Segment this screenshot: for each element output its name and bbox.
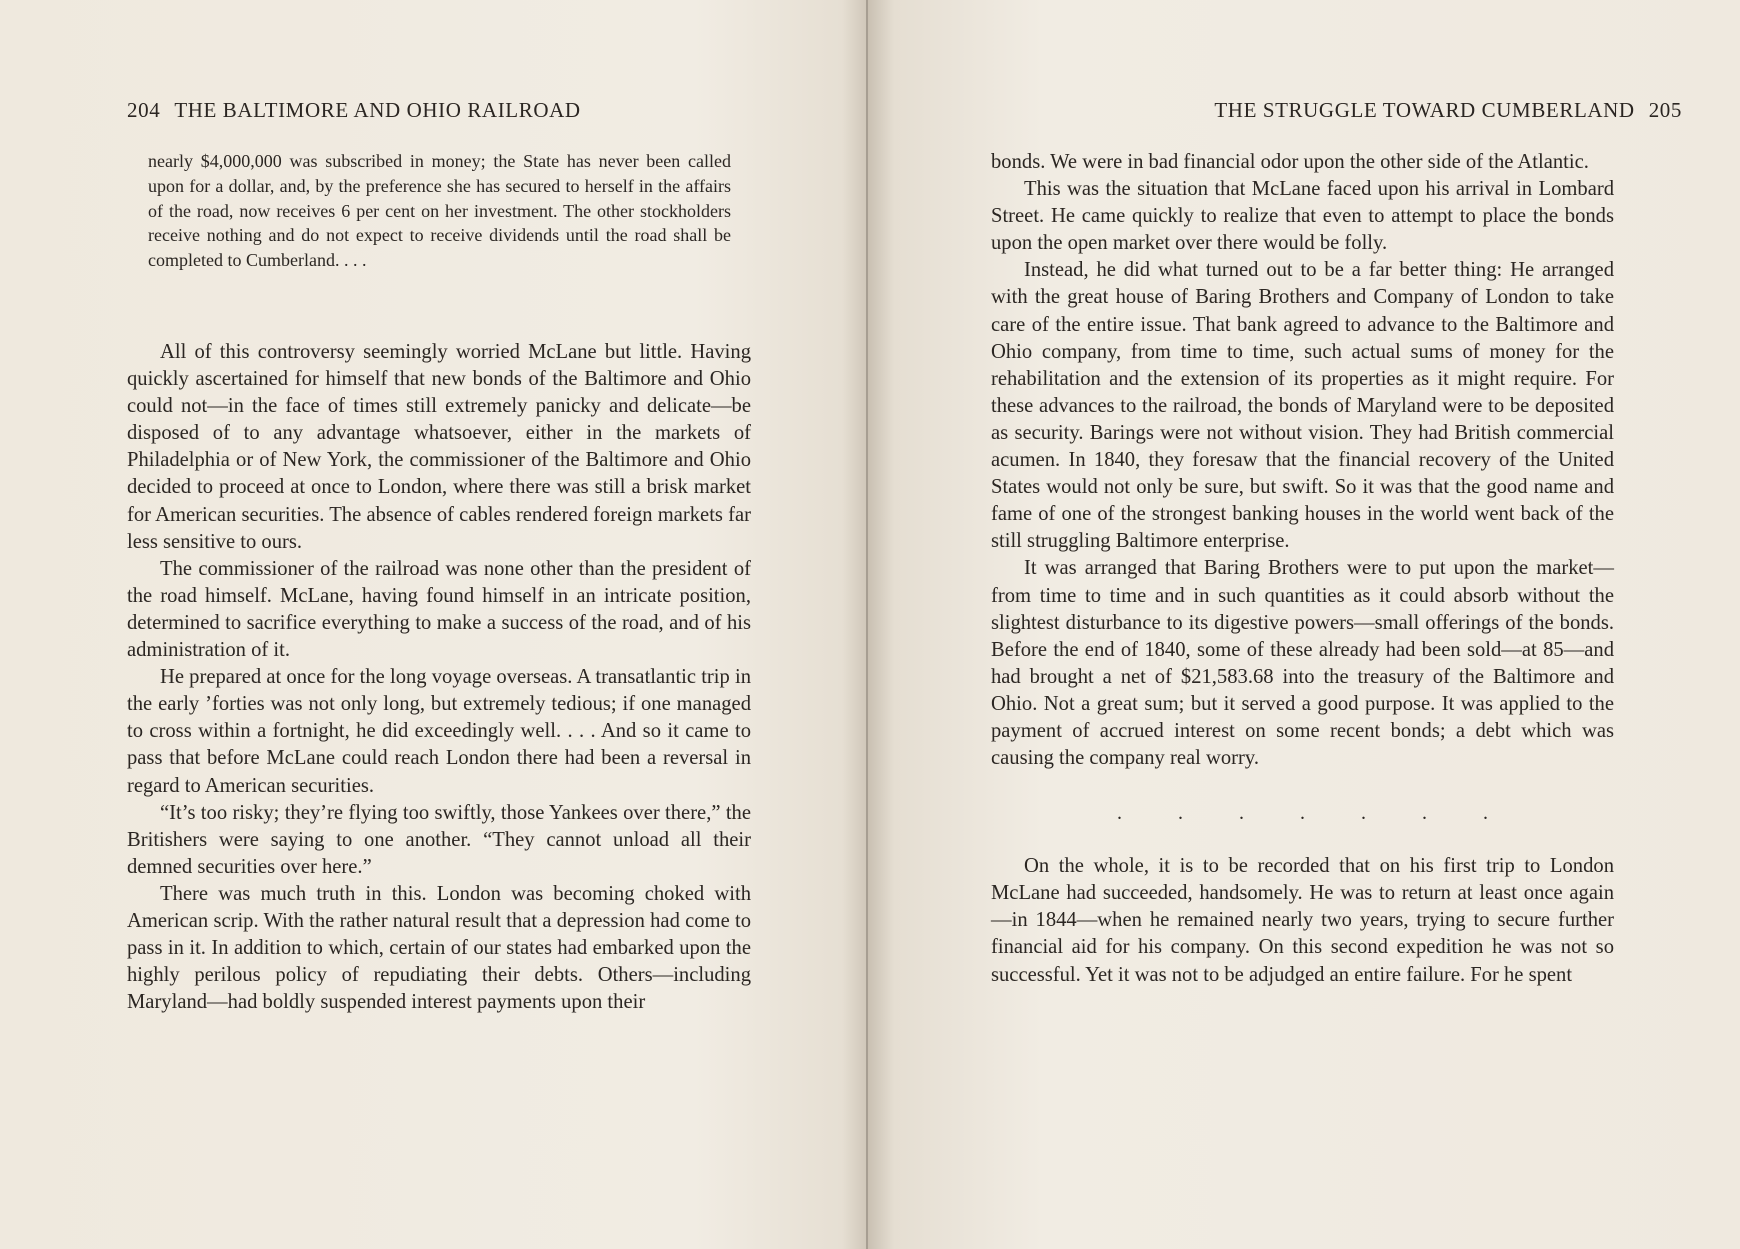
right-running-head	[1214, 98, 1682, 123]
left-page	[0, 0, 868, 1249]
block-quote	[148, 149, 731, 273]
right-running-title: THE STRUGGLE TOWARD CUMBERLAND	[1214, 98, 1635, 122]
quote-text: nearly $4,000,000 was subscribed in money; the State has never been called upon for a dollar, and, by the preference she has secured to herself in the affairs of the road, now receives 6 per cent on her investment. The other stockholders receive nothing and do not expect to receive dividends until the road shall be completed to Cumberland. . . .	[148, 151, 731, 271]
paragraph: He prepared at once for the long voyage overseas. A transatlantic trip in the early ’forties was not only long, but extremely tedious; if one managed to cross within a fortnight, he did exceedingly well. . . . And so it came to pass that before McLane could reach London there had been a reversal in regard to American securities.	[127, 666, 751, 797]
section-separator	[991, 800, 1614, 827]
right-body-text	[991, 149, 1614, 989]
separator-dot: .	[1300, 802, 1305, 825]
paragraph: It was arranged that Baring Brothers were to put upon the market—from time to time and in such quantities as it could absorb without the slightest disturbance to its digestive powers—small offerings of the bonds. Before the end of 1840, some of these already had been sold—at 85—and had brought a net of $21,583.68 into the treasury of the Baltimore and Ohio. Not a great sum; but it served a good purpose. It was applied to the payment of accrued interest on some recent bonds; a debt which was causing the company real worry.	[991, 557, 1614, 770]
separator-dot: .	[1422, 802, 1427, 825]
paragraph: This was the situation that McLane faced upon his arrival in Lombard Street. He came quickly to realize that even to attempt to place the bonds upon the open market over there would be folly.	[991, 178, 1614, 255]
left-body-text	[127, 339, 751, 1016]
paragraph: On the whole, it is to be recorded that on his first trip to London McLane had succeeded, handsomely. He was to return at least once again—in 1844—when he remained nearly two years, trying to secure further financial aid for his company. On this second expedition he was not so successful. Yet it was not to be adjudged an entire failure. For he spent	[991, 855, 1614, 986]
paragraph: “It’s too risky; they’re flying too swiftly, those Yankees over there,” the Britishers were saying to one another. “They cannot unload all their demned securities over here.”	[127, 801, 751, 878]
paragraph: All of this controversy seemingly worried McLane but little. Having quickly ascertained for himself that new bonds of the Baltimore and Ohio could not—in the face of times still extremely panicky and delicate—be disposed of to any advantage whatsoever, either in the markets of Philadelphia or of New York, the commissioner of the Baltimore and Ohio decided to proceed at once to London, where there was still a brisk market for American securities. The absence of cables rendered foreign markets far less sensitive to ours.	[127, 341, 751, 553]
left-running-head	[127, 98, 581, 123]
separator-dot: .	[1239, 802, 1244, 825]
left-page-number: 204	[127, 98, 161, 122]
separator-dot: .	[1178, 802, 1183, 825]
paragraph: There was much truth in this. London was becoming choked with American scrip. With the rather natural result that a depression had come to pass in it. In addition to which, certain of our states had embarked upon the highly perilous policy of repudiating their debts. Others—including Maryland—had boldly suspended interest payments upon their	[127, 882, 751, 1014]
left-running-title: THE BALTIMORE AND OHIO RAILROAD	[174, 98, 581, 122]
paragraph: bonds. We were in bad financial odor upon the other side of the Atlantic.	[991, 151, 1589, 173]
paragraph: The commissioner of the railroad was none other than the president of the road himself. McLane, having found himself in an intricate position, determined to sacrifice everything to make a success of the road, and of his administration of it.	[127, 557, 751, 662]
separator-dot: .	[1117, 802, 1122, 825]
separator-dot: .	[1361, 802, 1366, 825]
right-page-number: 205	[1648, 98, 1682, 122]
right-page	[868, 0, 1740, 1249]
paragraph: Instead, he did what turned out to be a far better thing: He arranged with the great house of Baring Brothers and Company of London to take care of the entire issue. That bank agreed to advance to the Baltimore and Ohio company, from time to time, such actual sums of money for the rehabilitation and the extension of its properties as it might require. For these advances to the railroad, the bonds of Maryland were to be deposited as security. Barings were not without vision. They had British commercial acumen. In 1840, they foresaw that the financial recovery of the United States would not only be sure, but swift. So it was that the good name and fame of one of the strongest banking houses in the world went back of the still struggling Baltimore enterprise.	[991, 259, 1614, 553]
separator-dot: .	[1483, 802, 1488, 825]
